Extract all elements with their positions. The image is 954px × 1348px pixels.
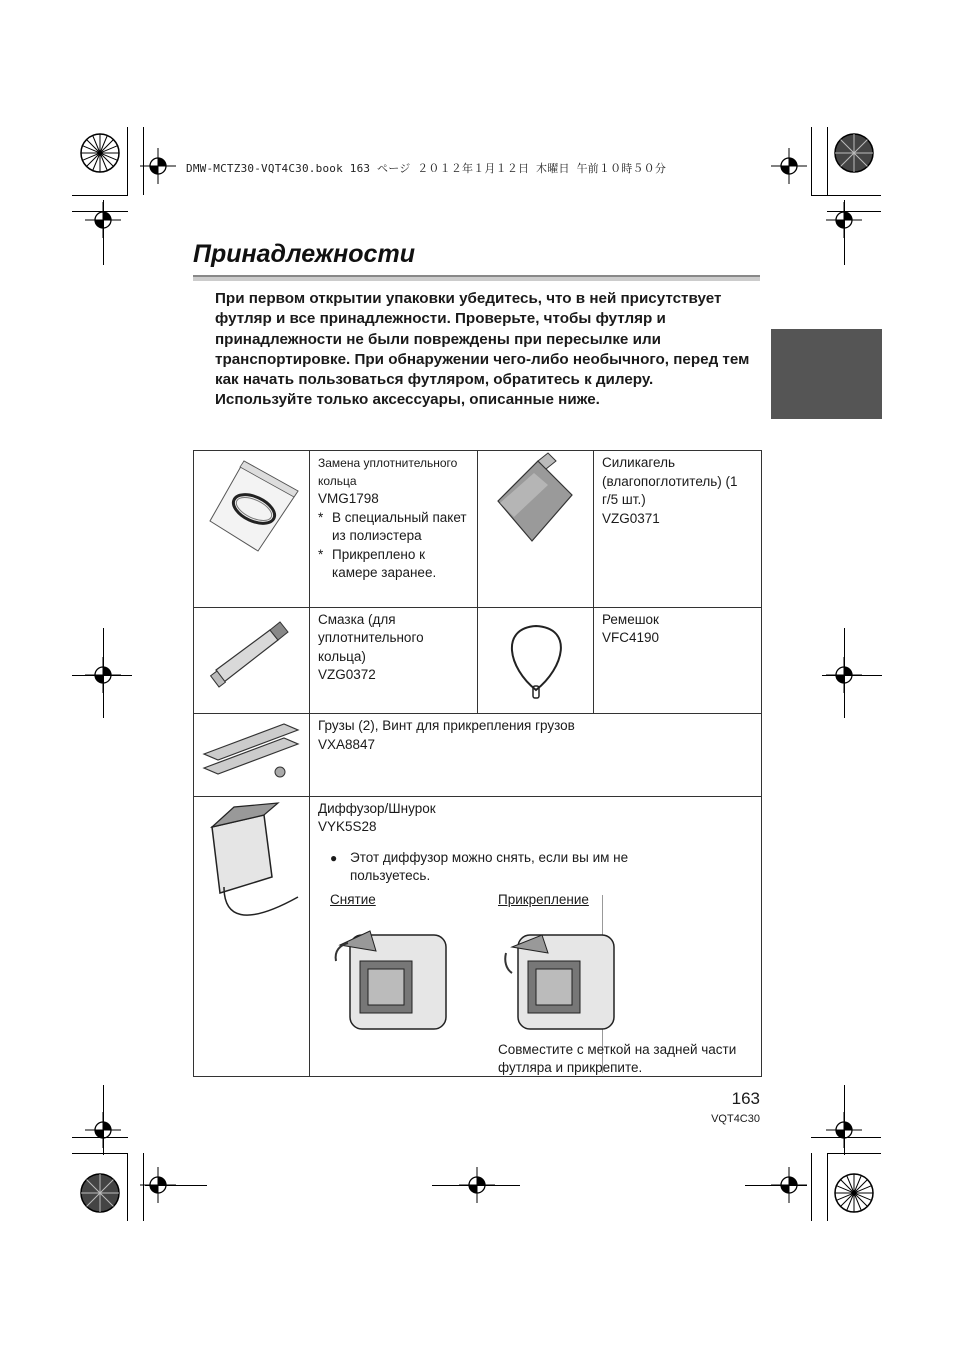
registration-crosshair-icon bbox=[140, 148, 176, 184]
model-code: VQT4C30 bbox=[711, 1113, 760, 1125]
oring-code: VMG1798 bbox=[318, 491, 379, 506]
silica-name: Силикагель (влагопоглотитель) (1 г/5 шт.) bbox=[602, 455, 738, 507]
attach-label: Прикрепление bbox=[498, 891, 589, 907]
attach-note: Совместите с меткой на задней части футляра и прикрепите. bbox=[498, 1041, 737, 1075]
weights-icon bbox=[194, 714, 308, 790]
registration-starburst-icon bbox=[79, 1172, 121, 1214]
accessories-table bbox=[193, 450, 762, 1077]
diffuser-bullet bbox=[318, 849, 753, 886]
diffuser-bullet-text: Этот диффузор можно снять, если вы им не пользуетесь. bbox=[350, 849, 629, 883]
intro-text bbox=[215, 289, 755, 411]
page-title: Принадлежности bbox=[193, 240, 415, 268]
side-section-tab bbox=[771, 329, 882, 419]
weights-code: VXA8847 bbox=[318, 736, 376, 752]
registration-crosshair-icon bbox=[771, 148, 807, 184]
registration-starburst-icon bbox=[79, 132, 121, 174]
registration-starburst-icon bbox=[833, 1172, 875, 1214]
oring-name: Замена уплотнительного кольца bbox=[318, 456, 458, 488]
oring-note-text: Прикреплено к камере заранее. bbox=[332, 546, 437, 580]
diffuser-remove-illustration bbox=[330, 921, 454, 1033]
oring-image-cell bbox=[194, 451, 310, 608]
book-file-info: DMW-MCTZ30-VQT4C30.book 163 ページ ２０１２年１月１２日 木曜日 午前１０時５０分 bbox=[186, 162, 667, 175]
page-number: 163 bbox=[731, 1089, 760, 1108]
oring-note bbox=[318, 509, 469, 546]
strap-text-cell bbox=[594, 607, 762, 714]
strap-name: Ремешок bbox=[602, 611, 659, 627]
grease-code: VZG0372 bbox=[318, 667, 376, 682]
grease-image-cell bbox=[194, 607, 310, 714]
attach-column bbox=[498, 891, 758, 1078]
oring-bag-icon bbox=[194, 451, 308, 601]
silica-image-cell bbox=[478, 451, 594, 608]
strap-code: VFC4190 bbox=[602, 630, 660, 645]
table-row bbox=[194, 714, 762, 797]
strap-image-cell bbox=[478, 607, 594, 714]
weights-name: Грузы (2), Винт для прикрепления грузов bbox=[318, 718, 575, 733]
silica-code: VZG0371 bbox=[602, 510, 660, 526]
grease-name: Смазка (для уплотнительного кольца) bbox=[318, 611, 424, 664]
remove-label: Снятие bbox=[330, 891, 376, 907]
diffuser-text-cell bbox=[310, 796, 762, 1076]
diffuser-code: VYK5S28 bbox=[318, 819, 377, 834]
bullet-dot: ● bbox=[330, 850, 338, 865]
title-rule bbox=[193, 275, 760, 281]
silica-text-cell bbox=[594, 451, 762, 608]
diffuser-attach-illustration bbox=[498, 921, 622, 1033]
oring-text-cell bbox=[310, 451, 478, 608]
strap-icon bbox=[478, 608, 592, 708]
diffuser-name: Диффузор/Шнурок bbox=[318, 800, 436, 816]
weights-image-cell bbox=[194, 714, 310, 797]
silica-gel-icon bbox=[478, 451, 592, 601]
registration-starburst-icon bbox=[833, 132, 875, 174]
grease-text-cell bbox=[310, 607, 478, 714]
grease-tube-icon bbox=[194, 608, 308, 708]
note-star: * bbox=[318, 546, 324, 562]
intro-paragraph: При первом открытии упаковки убедитесь, что в ней присутствует футляр и все принадлежности. Проверьте, чтобы футляр и принадлежности не были повреждены при пересылке или транспортировке. При обнаружении чего-либо необычного, перед тем как начать пользоваться футляром, обратитесь к дилеру. bbox=[215, 290, 750, 389]
table-row bbox=[194, 607, 762, 714]
diffuser-image-cell bbox=[194, 796, 310, 1076]
remove-column bbox=[330, 891, 490, 1039]
oring-note-text: В специальный пакет из полиэстера bbox=[332, 509, 467, 543]
table-row bbox=[194, 796, 762, 1076]
weights-text-cell bbox=[310, 714, 762, 797]
note-star: * bbox=[318, 509, 324, 525]
intro-paragraph: Используйте только аксессуары, описанные ниже. bbox=[215, 391, 600, 409]
oring-note bbox=[318, 546, 469, 583]
diffuser-icon bbox=[194, 797, 308, 937]
table-row bbox=[194, 451, 762, 608]
